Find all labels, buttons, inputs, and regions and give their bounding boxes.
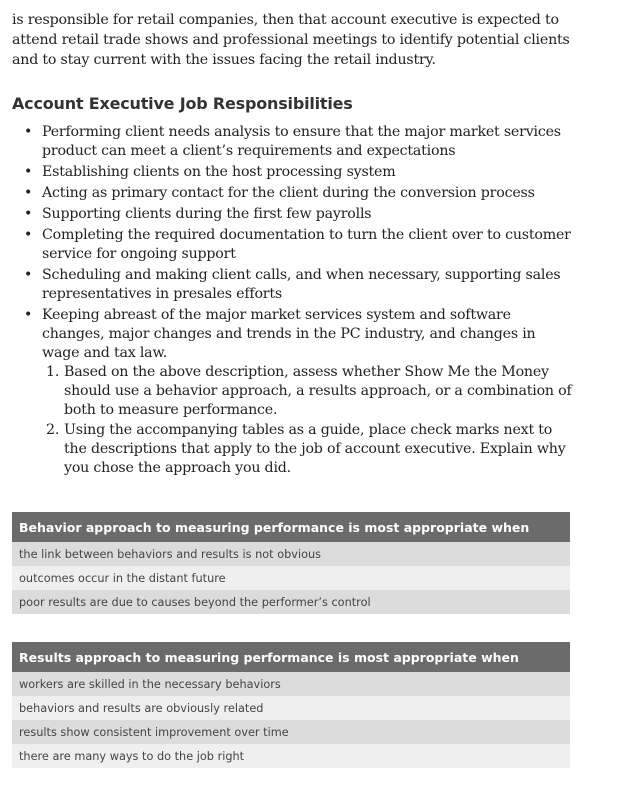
list-item — [12, 226, 574, 264]
list-item-text: Acting as primary contact for the client during the conversion process — [42, 185, 535, 201]
bullet: • — [24, 227, 33, 243]
bullet: • — [24, 185, 33, 201]
table-header: Results approach to measuring performance is most appropriate when — [12, 642, 570, 672]
table-cell: the link between behaviors and results is not obvious — [12, 542, 570, 566]
question-text: Using the accompanying tables as a guide, place check marks next to the descriptions that apply to the job of account executive. Explain why you chose the approach you did. — [64, 422, 566, 476]
question-text: Based on the above description, assess whether Show Me the Money should use a behavior approach, a results approach, or a combination of both to measure performance. — [64, 364, 572, 418]
section-heading: Account Executive Job Responsibilities — [12, 94, 353, 113]
table-row — [12, 720, 570, 744]
list-item-text: Supporting clients during the first few payrolls — [42, 206, 372, 222]
list-item — [12, 184, 574, 203]
question-number: 1. — [46, 364, 60, 380]
list-item-text: Establishing clients on the host processing system — [42, 164, 396, 180]
table-header: Behavior approach to measuring performance is most appropriate when — [12, 512, 570, 542]
list-item — [12, 306, 574, 478]
table-row — [12, 672, 570, 696]
list-item-text: Keeping abreast of the major market services system and software changes, major changes and trends in the PC industry, and changes in wage and tax law. — [42, 307, 536, 361]
list-item — [12, 205, 574, 224]
table-cell: poor results are due to causes beyond the performer’s control — [12, 590, 570, 614]
list-item-text: Scheduling and making client calls, and when necessary, supporting sales representatives in presales efforts — [42, 267, 561, 302]
table-row — [12, 744, 570, 768]
table-row — [12, 590, 570, 614]
table-row — [12, 542, 570, 566]
bullet: • — [24, 307, 33, 323]
intro-paragraph: is responsible for retail companies, then that account executive is expected to attend retail trade shows and professional meetings to identify potential clients and to stay current with the issues facing the retail industry. — [12, 12, 570, 68]
table-row — [12, 566, 570, 590]
bullet: • — [24, 267, 33, 283]
list-item-text: Completing the required documentation to turn the client over to customer service for ongoing support — [42, 227, 571, 262]
table-row — [12, 696, 570, 720]
behavior-approach-table — [12, 512, 570, 614]
results-approach-table — [12, 642, 570, 768]
question-number: 2. — [46, 422, 60, 438]
document-page — [12, 10, 574, 480]
table-cell: outcomes occur in the distant future — [12, 566, 570, 590]
responsibilities-list — [12, 123, 574, 478]
question-item — [12, 421, 574, 478]
list-item — [12, 266, 574, 304]
table-cell: there are many ways to do the job right — [12, 744, 570, 768]
question-item — [12, 363, 574, 420]
table-cell: behaviors and results are obviously related — [12, 696, 570, 720]
questions-list — [12, 363, 574, 478]
list-item — [12, 163, 574, 182]
bullet: • — [24, 164, 33, 180]
table-cell: results show consistent improvement over time — [12, 720, 570, 744]
list-item-text: Performing client needs analysis to ensure that the major market services product can meet a client’s requirements and expectations — [42, 124, 561, 159]
list-item — [12, 123, 574, 161]
table-cell: workers are skilled in the necessary behaviors — [12, 672, 570, 696]
bullet: • — [24, 206, 33, 222]
bullet: • — [24, 124, 33, 140]
